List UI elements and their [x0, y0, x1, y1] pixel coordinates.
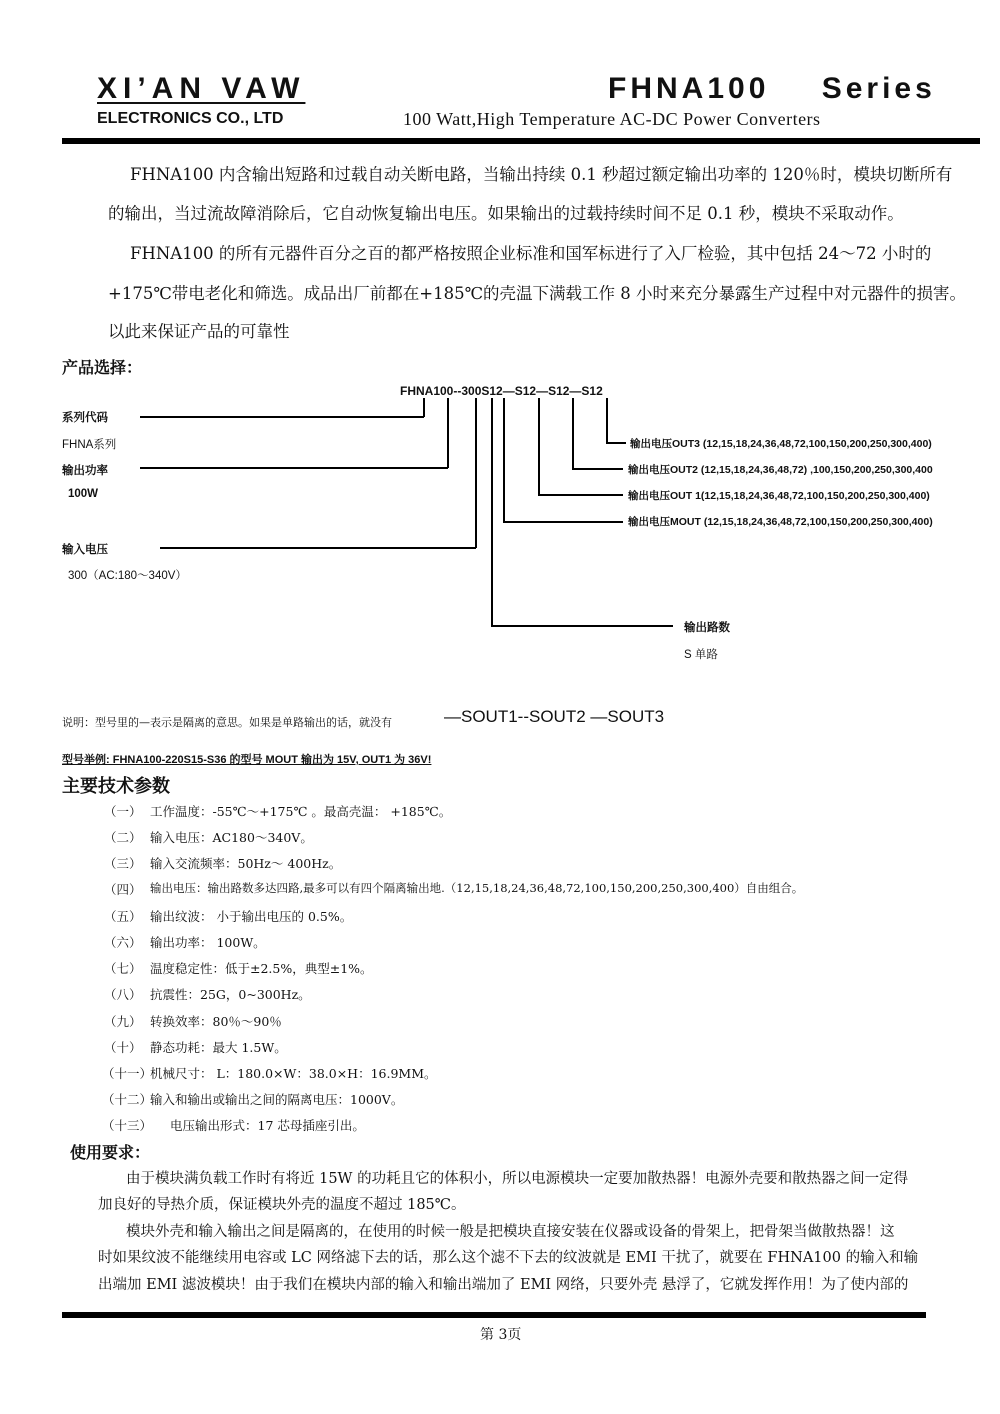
out3-line — [606, 442, 626, 444]
series-code-label: 系列代码 — [62, 410, 108, 424]
spec-text: 工作温度：-55℃～+175℃ 。最高壳温： +185℃。 — [150, 804, 452, 819]
mout-spec: 输出电压MOUT (12,15,18,24,36,48,72,100,150,200,250,300,400) — [628, 516, 933, 528]
spec-text: 输出电压：输出路数多达四路,最多可以有四个隔离输出地.（12,15,18,24,36,48,72,100,150,200,250,300,400）自由组合。 — [150, 881, 804, 895]
spec-text: 输出功率： 100W。 — [150, 935, 266, 950]
intro-p1-line2: 的输出，当过流故障消除后，它自动恢复输出电压。如果输出的过载持续时间不足 0.1 秒，模块不采取动作。 — [108, 204, 904, 223]
series-code-riser — [423, 398, 425, 417]
intro-p2-line2: +175℃带电老化和筛选。成品出厂前都在+185℃的壳温下满载工作 8 小时来充分暴露生产过程中对元器件的损害。 — [108, 284, 967, 303]
power-riser — [447, 398, 449, 468]
power-label: 输出功率 — [62, 463, 108, 477]
spec-number: （十三） — [102, 1118, 153, 1133]
spec-number: （七） — [104, 961, 142, 976]
spec-text: 输入交流频率：50Hz～ 400Hz。 — [150, 856, 342, 871]
product-selection-heading: 产品选择： — [62, 358, 143, 377]
intro-p1-line1: FHNA100 内含输出短路和过载自动关断电路，当输出持续 0.1 秒超过额定输出功率的 120％时，模块切断所有 — [130, 165, 953, 184]
page-number: 第 3页 — [480, 1327, 522, 1343]
mout-riser — [503, 398, 505, 522]
usage-line-2: 加良好的导热介质，保证模块外壳的温度不超过 185℃。 — [98, 1197, 466, 1213]
spec-number: （十） — [104, 1040, 142, 1055]
out2-spec: 输出电压OUT2 (12,15,18,24,36,48,72) ,100,150,200,250,300,400 — [628, 464, 933, 476]
spec-number: （一） — [104, 804, 142, 819]
channels-line — [491, 625, 673, 627]
out1-line — [538, 494, 623, 496]
spec-number: （三） — [104, 856, 142, 871]
power-value: 100W — [68, 488, 99, 500]
spec-number: （二） — [104, 830, 142, 845]
spec-number: （八） — [104, 987, 142, 1002]
spec-number: （十一） — [102, 1066, 153, 1081]
footer-rule — [62, 1312, 926, 1318]
series-subtitle: 100 Watt,High Temperature AC-DC Power Converters — [403, 109, 821, 129]
model-example: 型号举例: FHNA100-220S15-S36 的型号 MOUT 输出为 15V, OUT1 为 36V! — [62, 754, 432, 766]
out3-spec: 输出电压OUT3 (12,15,18,24,36,48,72,100,150,200,250,300,400) — [630, 438, 932, 450]
company-subtitle: ELECTRONICS CO., LTD — [97, 110, 284, 127]
out2-riser — [572, 398, 574, 469]
out3-riser — [606, 398, 608, 443]
intro-p2-line3: 以此来保证产品的可靠性 — [108, 322, 290, 341]
spec-text: 转换效率：80％～90％ — [150, 1014, 282, 1029]
usage-line-3: 模块外壳和输入输出之间是隔离的，在使用的时候一般是把模块直接安装在仪器或设备的骨架上，把骨架当做散热器！这 — [126, 1224, 895, 1240]
isolation-note: 说明：型号里的—表示是隔离的意思。如果是单路输出的话，就没有 — [62, 716, 392, 729]
channels-value: S 单路 — [684, 649, 718, 661]
spec-number: （六） — [104, 935, 142, 950]
mout-line — [503, 521, 623, 523]
out2-line — [572, 468, 623, 470]
out1-spec: 输出电压OUT 1(12,15,18,24,36,48,72,100,150,200,250,300,400) — [628, 490, 930, 502]
input-voltage-label: 输入电压 — [62, 542, 108, 556]
header-rule — [62, 138, 980, 144]
spec-text: 电压输出形式：17 芯母插座引出。 — [170, 1118, 365, 1133]
series-title: FHNA100 Series — [608, 72, 936, 105]
channels-label: 输出路数 — [684, 620, 730, 634]
usage-heading: 使用要求： — [70, 1143, 151, 1162]
spec-text: 抗震性：25G，0~300Hz。 — [150, 987, 311, 1002]
series-code-line — [140, 416, 424, 418]
usage-line-4: 时如果纹波不能继续用电容或 LC 网络滤下去的话，那么这个滤不下去的纹波就是 EMI 干扰了，就要在 FHNA100 的输入和输 — [98, 1250, 919, 1266]
input-voltage-line — [160, 547, 476, 549]
spec-number: （四） — [104, 882, 142, 897]
model-code: FHNA100--300S12—S12—S12—S12 — [400, 384, 603, 398]
power-line — [140, 467, 448, 469]
channels-riser — [491, 398, 493, 626]
isolation-note-codes: —SOUT1--SOUT2 —SOUT3 — [444, 707, 665, 726]
spec-number: （五） — [104, 909, 142, 924]
spec-text: 输入和输出或输出之间的隔离电压：1000V。 — [150, 1092, 404, 1107]
series-code-value: FHNA系列 — [62, 439, 117, 451]
specs-heading: 主要技术参数 — [62, 776, 170, 797]
spec-text: 输出纹波： 小于输出电压的 0.5%。 — [150, 909, 353, 924]
usage-line-5: 出端加 EMI 滤波模块！由于我们在模块内部的输入和输出端加了 EMI 网络，只要外壳 悬浮了，它就发挥作用！为了使内部的 — [98, 1277, 909, 1293]
usage-line-1: 由于模块满负载工作时有将近 15W 的功耗且它的体积小，所以电源模块一定要加散热器！电源外壳要和散热器之间一定得 — [126, 1171, 909, 1187]
input-voltage-value: 300（AC:180～340V） — [68, 570, 187, 582]
intro-p2-line1: FHNA100 的所有元器件百分之百的都严格按照企业标准和国军标进行了入厂检验，其中包括 24～72 小时的 — [130, 244, 932, 263]
input-voltage-riser — [475, 398, 477, 548]
spec-text: 输入电压：AC180～340V。 — [150, 830, 313, 845]
spec-text: 静态功耗：最大 1.5W。 — [150, 1040, 287, 1055]
company-name: XI’AN VAW — [97, 72, 306, 105]
spec-number: （九） — [104, 1014, 142, 1029]
spec-text: 温度稳定性：低于±2.5%，典型±1%。 — [150, 961, 373, 976]
spec-number: （十二） — [102, 1092, 153, 1107]
out1-riser — [538, 398, 540, 495]
spec-text: 机械尺寸： L：180.0×W：38.0×H：16.9MM。 — [150, 1066, 437, 1081]
